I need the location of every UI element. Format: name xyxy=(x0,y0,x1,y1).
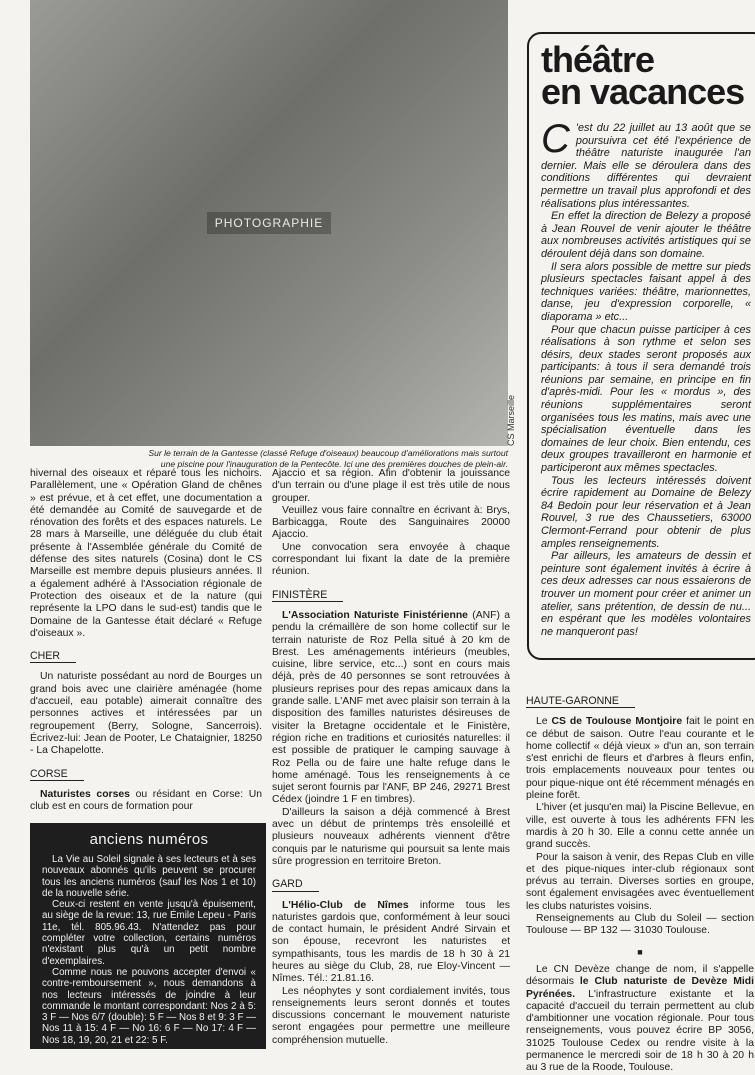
corse-continued-paragraph: Ajaccio et sa région. Afin d'obtenir la jouissance d'un terrain ou d'une plage il est très utile de nous grouper. xyxy=(272,468,510,504)
theatre-paragraph: Tous les lecteurs intéressés doivent écrire rapidement au Domaine de Belezy 84 Bedoin pour leur réservation et à Jean Rouvel, 3 rue des Chaussetiers, 63000 Clermont-Ferrand pour obtenir de plus amples renseignements. xyxy=(541,474,751,550)
theatre-title xyxy=(541,39,751,112)
haute-garonne-text: fait le point en ce début de saison. Outre l'eau courante et le home collectif « déjà vieux » d'un an, son terrain s'est enrichi de fleurs et d'arbres à fleurs enfin, trois emplacements nouveaux pour tentes ou pour pique-nique ont été récemment ménagés en pleine forêt. xyxy=(526,716,754,802)
theatre-title-line-1: théâtre xyxy=(541,39,655,80)
haute-garonne-paragraph: L'hiver (et jusqu'en mai) la Piscine Bellevue, en ville, est ouverte à tous les adhérents FFN les mardis à 20 h 30. Elle a connu cette année un grand succès. xyxy=(526,802,754,851)
drop-cap: C xyxy=(541,117,570,161)
section-heading-corse: CORSE xyxy=(30,768,84,781)
theatre-paragraph-text: 'est du 22 juillet au 13 août que se poursuivra cet été l'expérience de théâtre naturiste inaugurée l'an dernier. Mais elle se déroulera dans des conditions différentes qui devraient permettre un travail plus approfondi et des réalisations plus intéressantes. xyxy=(541,122,751,210)
theatre-paragraph: Pour que chacun puisse participer à ces réalisations à son rythme et selon ses désirs, deux stades seront proposés aux participants: à tous il sera demandé trois réunions par semaine, en principe en fin d'après-midi. Pour les « mordus », des réunions supplémentaires seront organisées tous les matins, mais avec une spécialisation éventuelle dans les domaines de leur choix. Bien entendu, ces deux groupes travailleront en harmonie et participeront aux mêmes spectacles. xyxy=(541,323,751,475)
theatre-paragraph: Il sera alors possible de mettre sur pieds plusieurs spectacles faisant appel à des techniques variées: théâtre, marionnettes, danse, jeu d'expression corporelle, « diaporama » etc... xyxy=(541,260,751,323)
deveze-paragraph xyxy=(526,964,754,1075)
theatre-en-vacances-box xyxy=(527,32,755,660)
deveze-bold: le Club naturiste de Devèze Midi Pyrénées. xyxy=(526,976,754,1000)
anciens-numeros-box xyxy=(30,823,266,1049)
anciens-numeros-paragraph: La Vie au Soleil signale à ses lecteurs et à ses nouveaux abonnés qu'ils peuvent se procurer tous les anciens numéros (sauf les Nos 1 et 10) de la nouvelle série. xyxy=(42,854,256,899)
theatre-paragraph: En effet la direction de Belezy a proposé à Jean Rouvel de venir ajouter le théâtre aux nombreuses activités artistiques qui se déroulent déjà dans son domaine. xyxy=(541,210,751,260)
finistere-text: (ANF) a pendu la crémaillère de son home collectif sur le terrain naturiste de Roz Pella situé à 20 km de Brest. Les aménagements intérieurs (meubles, cuisine, libre service, etc...) sont en cours mais déjà, près de 40 personnes se sont retrouvées à plusieurs reprises pour des repas amicaux dans la grande salle. L'ANF met avec plaisir son terrain à la disposition des familles naturistes désireuses de visiter la Bretagne occidentale et le Finistère, région riche en traditions et curiosités naturelles: il est possible de pratiquer le camping sauvage à Roz Pella ou de faire une halte refuge dans le home aménagé. Tous les renseignements à ce sujet seront fournis par l'ANF, BP 246, 29271 Brest Cédex (joindre 1 F en timbres). xyxy=(272,609,510,806)
section-heading-cher: CHER xyxy=(30,650,76,663)
caption-line-1: Sur le terrain de la Gantesse (classé Refuge d'oiseaux) beaucoup d'améliorations mais surtout xyxy=(148,448,508,458)
deveze-lead: Le CN Devèze change de nom, il s'appelle désormais xyxy=(526,963,754,988)
photo-placeholder-label: PHOTOGRAPHIE xyxy=(207,212,331,234)
haute-garonne-paragraph: Pour la saison à venir, des Repas Club en ville et des pique-niques inter-club régionaux sont prévus au terrain. Diverses sorties en groupe, sont également envisagées avec éventuellement les clubs naturistes voisins. xyxy=(526,851,754,912)
gard-bold-lead: L'Hélio-Club de Nîmes xyxy=(282,899,409,911)
photo-caption xyxy=(30,448,508,470)
anciens-numeros-title: anciens numéros xyxy=(89,831,209,848)
finistere-bold-lead: L'Association Naturiste Finistérienne xyxy=(282,609,468,621)
column-3 xyxy=(526,685,754,1075)
corse-text: ou résidant en Corse: Un club est en cours de formation pour xyxy=(30,788,263,813)
corse-paragraph xyxy=(30,789,262,814)
gard-paragraph xyxy=(272,900,510,986)
column-1 xyxy=(30,468,262,813)
anciens-numeros-paragraph: Ceux-ci restent en vente jusqu'à épuisement, au siège de la revue: 13, rue Émile Lepeu - Paris 11e, tél. 805.96.43. N'attendez pas pour compléter votre collection, certains numéros n'existant plus qu'à un petit nombre d'exemplaires. xyxy=(42,899,256,967)
square-separator-icon: ■ xyxy=(637,946,643,957)
cher-paragraph: Un naturiste possédant au nord de Bourges un grand bois avec une clairière aménagée (home d'accueil, eau potable) aimerait connaître des personnes actives et intéressées par un regroupement (Berry, Sologne, Sancerrois). Écrivez-lui: Jean de Pooter, Le Chataignier, 18250 - La Chapelotte. xyxy=(30,671,262,757)
photo-credit: CS Marseille xyxy=(506,394,516,446)
theatre-paragraph: Par ailleurs, les amateurs de dessin et peinture sont également invités à écrire à ces deux adresses car nous essaierons de trouver un moment pour créer et animer un atelier, sans prétention, de dessin de nu... en espérant que les modèles volontaires ne manqueront pas! xyxy=(541,550,751,638)
section-heading-finistere: FINISTÈRE xyxy=(272,589,343,602)
anciens-numeros-paragraph: Comme nous ne pouvons accepter d'envoi « contre-remboursement », nous demandons à nos lecteurs intéressés de joindre à leur commande le montant correspondant: Nos 2 à 5: 3 F — Nos 6/7 (double): 5 F — Nos 8 et 9: 3 F — Nos 11 à 15: 4 F — No 16: 6 F — No 17: 4 F — Nos 18, 19, 20, 21 et 22: 5 F. xyxy=(42,966,256,1046)
finistere-paragraph xyxy=(272,610,510,807)
gard-paragraph-2: Les néophytes y sont cordialement invités, tous renseignements leurs seront donnés et toutes discussions concernant le mouvement naturiste seront engagées pour permettre une meilleure compréhension mutuelle. xyxy=(272,985,510,1046)
section-heading-gard: GARD xyxy=(272,878,319,891)
intro-paragraph: hivernal des oiseaux et réparé tous les nichoirs. Parallèlement, une « Opération Gland de chênes » est prévue, et à cet effet, une documentation a été demandée au Comité de sauvegarde et de rénovation des forêts et des espaces naturels. Le 28 mars à Marseille, une déléguée du club était présente à l'Assemblée générale du Comité de défense des sites naturels (Cosina) dont le CS Marseille est membre depuis plusieurs années. Il a également adhéré à l'Association régionale de Protection des oiseaux et de la nature (qui représente la LPO dans le sud-est) tandis que le Domaine de la Gantesse était déclaré « Refuge d'oiseaux ». xyxy=(30,468,262,639)
corse-bold-lead: Naturistes corses xyxy=(40,788,130,800)
caption-line-2: une piscine pour l'inauguration de la Pentecôte. Ici une des premières douches de plein-air. xyxy=(160,459,508,469)
section-heading-haute-garonne: HAUTE-GARONNE xyxy=(526,695,635,708)
haute-garonne-bold-lead: CS de Toulouse Montjoire xyxy=(551,716,683,728)
haute-garonne-paragraph: Renseignements au Club du Soleil — section Toulouse — BP 132 — 31030 Toulouse. xyxy=(526,913,754,937)
finistere-paragraph-2: D'ailleurs la saison a déjà commencé à Brest avec un début de printemps très ensoleillé et plusieurs nouveaux adhérents viennent d'être conquis par le naturisme qui poursuit sa lente mais sûre progression en territoire Breton. xyxy=(272,806,510,867)
anciens-numeros-body xyxy=(42,854,256,1046)
theatre-title-line-2: en vacances xyxy=(541,71,745,112)
theatre-paragraph xyxy=(541,117,751,210)
haute-garonne-paragraph xyxy=(526,716,754,802)
article-photo xyxy=(30,0,508,446)
haute-garonne-lead-prefix: Le xyxy=(536,716,552,728)
theatre-body xyxy=(541,117,751,638)
deveze-text: L'infrastructure existante et la capacité d'accueil du terrain permettent au club d'ambitionner une vocation régionale. Pour tous renseignements, vous pouvez écrire BP 3056, 31025 Toulouse Cedex ou rendre visite à la permanence le mercredi soir de 18 h 30 à 20 h au 3 rue de la Roode, Toulouse. xyxy=(526,988,754,1074)
corse-continued-paragraph: Veuillez vous faire connaître en écrivant à: Brys, Barbicagga, Route des Sanguinaires 20000 Ajaccio. xyxy=(272,504,510,541)
column-2 xyxy=(272,468,510,1047)
gard-text: informe tous les naturistes gardois que, conformément à leur souci de contact humain, le président André Sirvain et son épouse, recevront les naturistes et sympathisants, tous les mardis de 18 h 30 à 21 heures au siège du Club, 28, rue Eloy-Vincent — Nîmes. Tél.: 21.81.16. xyxy=(272,899,510,985)
corse-continued-paragraph: Une convocation sera envoyée à chaque correspondant lui fixant la date de la première réunion. xyxy=(272,541,510,578)
